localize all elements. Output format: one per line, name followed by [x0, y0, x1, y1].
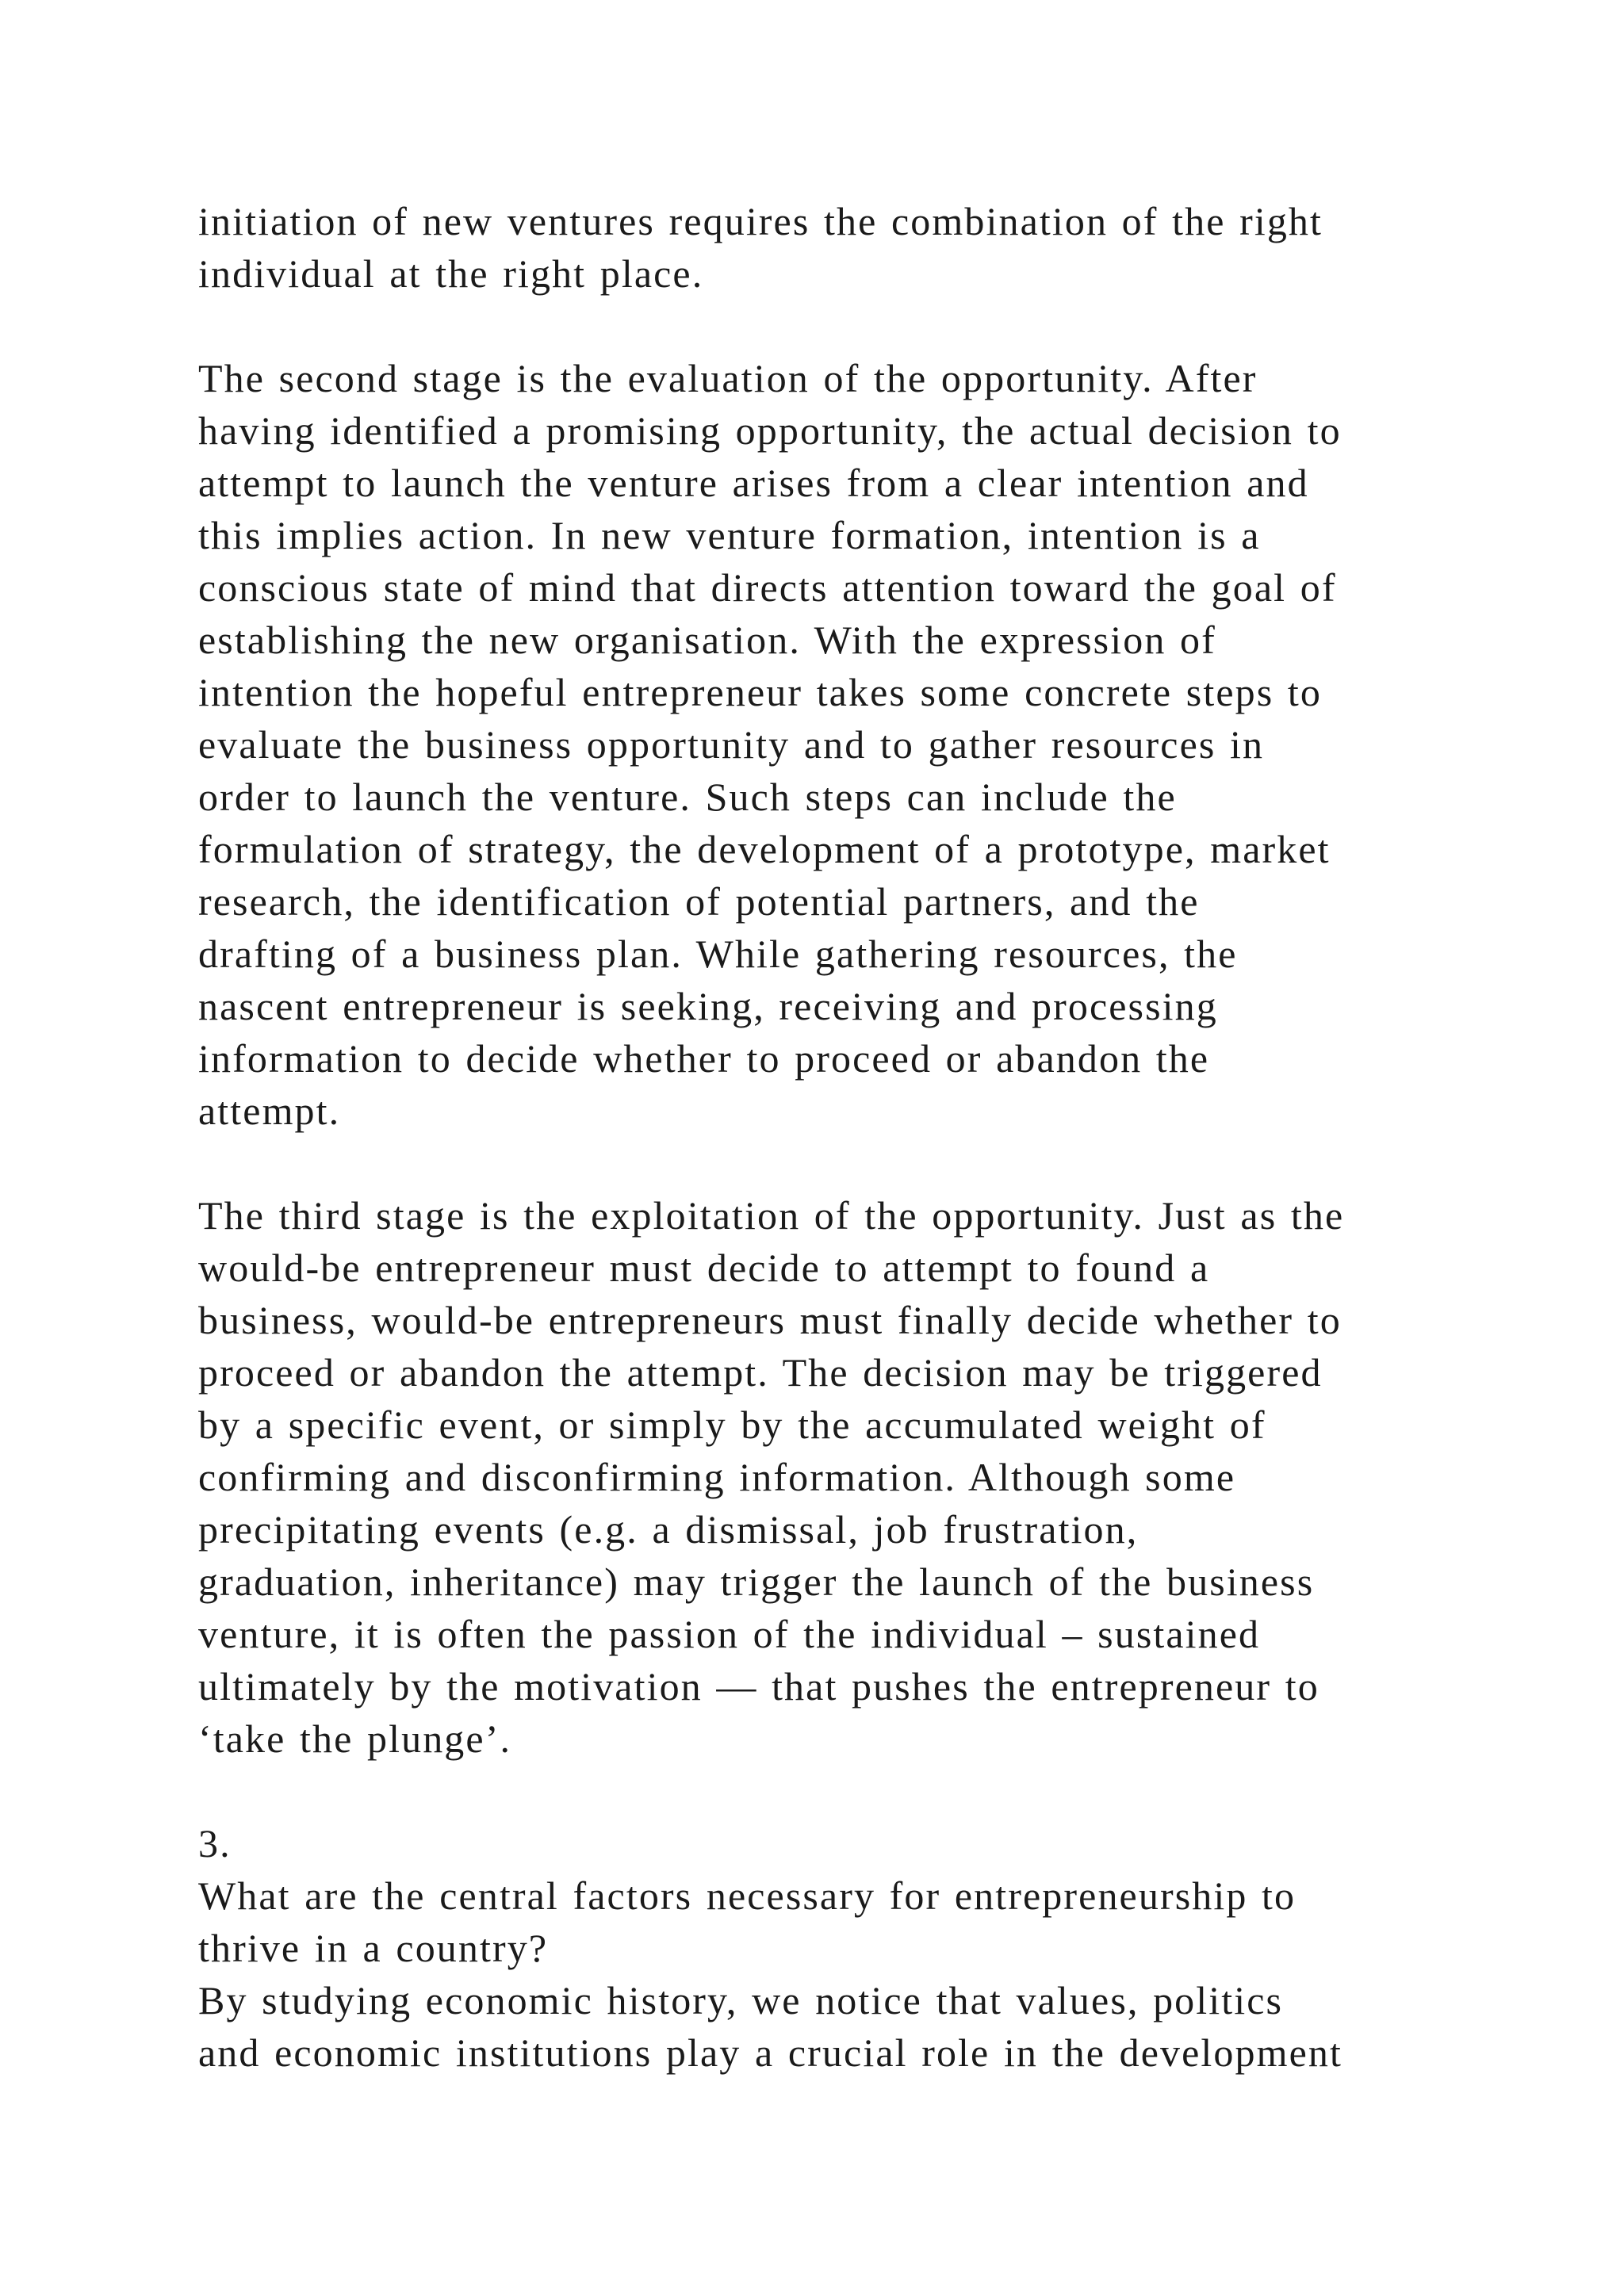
text-line: order to launch the venture. Such steps can include the: [198, 775, 1177, 819]
text-line: information to decide whether to proceed or abandon the: [198, 1036, 1210, 1081]
question-number: 3.: [198, 1821, 232, 1866]
text-line: business, would-be entrepreneurs must finally decide whether to: [198, 1298, 1342, 1342]
text-line: venture, it is often the passion of the individual – sustained: [198, 1612, 1261, 1656]
text-line: by a specific event, or simply by the accumulated weight of: [198, 1402, 1266, 1447]
document-body: [198, 195, 1467, 2079]
text-line: proceed or abandon the attempt. The decision may be triggered: [198, 1350, 1323, 1395]
paragraph-2: [198, 352, 1467, 1137]
text-line: initiation of new ventures requires the combination of the right: [198, 199, 1323, 243]
text-line: individual at the right place.: [198, 251, 704, 296]
answer-text-line: and economic institutions play a crucial role in the development: [198, 2030, 1342, 2075]
paragraph-gap: [198, 1765, 1467, 1817]
paragraph-gap: [198, 1137, 1467, 1189]
text-line: confirming and disconfirming information. Although some: [198, 1455, 1236, 1499]
text-line: nascent entrepreneur is seeking, receiving and processing: [198, 984, 1218, 1028]
text-line: precipitating events (e.g. a dismissal, job frustration,: [198, 1507, 1139, 1552]
paragraph-3: [198, 1189, 1467, 1765]
text-line: having identified a promising opportunity, the actual decision to: [198, 408, 1342, 453]
text-line: ‘take the plunge’.: [198, 1716, 512, 1761]
answer-text-line: By studying economic history, we notice that values, politics: [198, 1978, 1284, 2022]
text-line: evaluate the business opportunity and to gather resources in: [198, 722, 1265, 767]
question-section: [198, 1817, 1467, 2079]
question-text-line: thrive in a country?: [198, 1926, 549, 1970]
text-line: The third stage is the exploitation of the opportunity. Just as the: [198, 1193, 1345, 1238]
text-line: attempt to launch the venture arises from a clear intention and: [198, 461, 1309, 505]
text-line: The second stage is the evaluation of the opportunity. After: [198, 356, 1258, 400]
text-line: this implies action. In new venture formation, intention is a: [198, 513, 1261, 557]
paragraph-1: [198, 195, 1467, 300]
question-text-line: What are the central factors necessary for entrepreneurship to: [198, 1873, 1297, 1918]
text-line: intention the hopeful entrepreneur takes some concrete steps to: [198, 670, 1322, 714]
text-line: research, the identification of potential partners, and the: [198, 879, 1200, 924]
text-line: attempt.: [198, 1089, 341, 1133]
text-line: conscious state of mind that directs attention toward the goal of: [198, 565, 1337, 610]
text-line: drafting of a business plan. While gathering resources, the: [198, 932, 1238, 976]
text-line: formulation of strategy, the development of a prototype, market: [198, 827, 1331, 871]
text-line: would-be entrepreneur must decide to attempt to found a: [198, 1246, 1210, 1290]
text-line: establishing the new organisation. With the expression of: [198, 618, 1216, 662]
text-line: ultimately by the motivation — that pushes the entrepreneur to: [198, 1664, 1320, 1709]
paragraph-gap: [198, 300, 1467, 352]
text-line: graduation, inheritance) may trigger the launch of the business: [198, 1559, 1315, 1604]
